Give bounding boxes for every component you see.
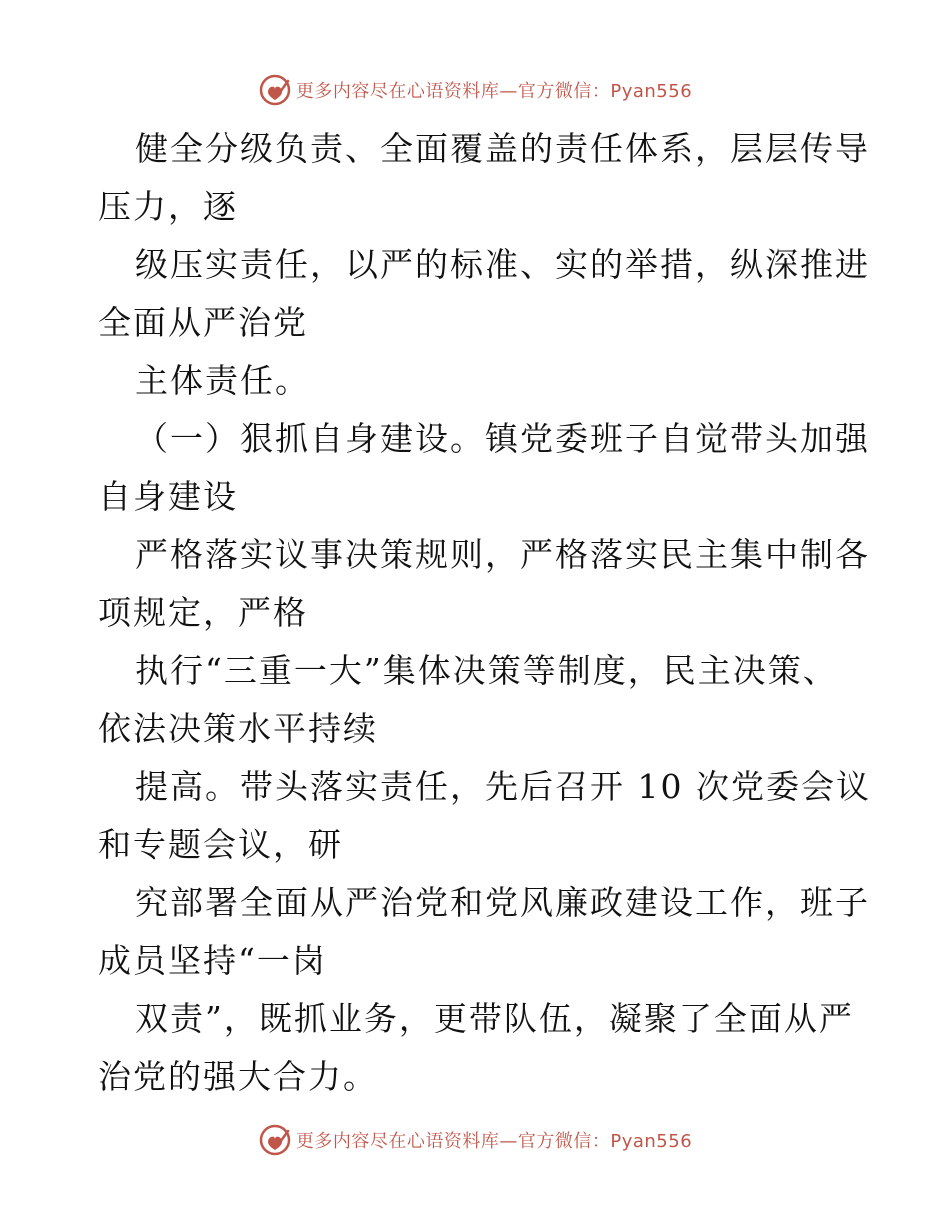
paragraph-line: 治党的强大合力。	[98, 1057, 378, 1096]
paragraph-8	[0, 874, 950, 990]
header-banner	[0, 70, 950, 110]
paragraph-3	[0, 352, 950, 410]
paragraph-6	[0, 642, 950, 758]
paragraph-line: 和专题会议，研	[98, 825, 343, 864]
paragraph-line: 压力，逐	[98, 187, 238, 226]
paragraph-2	[0, 236, 950, 352]
document-body	[0, 120, 950, 1106]
footer-banner-text: 更多内容尽在心语资料库—官方微信：Pyan556	[295, 1131, 693, 1152]
paragraph-line: 提高。带头落实责任，先后召开 10 次党委会议	[135, 767, 871, 806]
paragraph-line: 主体责任。	[135, 361, 310, 400]
paragraph-1	[0, 120, 950, 236]
paragraph-9	[0, 990, 950, 1106]
paragraph-7	[0, 758, 950, 874]
paragraph-line: 健全分级负责、全面覆盖的责任体系，层层传导	[135, 129, 870, 168]
footer-banner	[0, 1120, 950, 1160]
paragraph-line: 双责”，既抓业务，更带队伍，凝聚了全面从严	[135, 999, 854, 1038]
paragraph-5	[0, 526, 950, 642]
paragraph-4	[0, 410, 950, 526]
paragraph-line: 成员坚持“一岗	[98, 941, 327, 980]
paragraph-line: （一）狠抓自身建设。镇党委班子自觉带头加强	[135, 419, 870, 458]
heart-pen-logo-icon	[258, 73, 292, 107]
paragraph-line: 执行“三重一大”集体决策等制度，民主决策、	[135, 651, 838, 690]
paragraph-line: 自身建设	[98, 477, 238, 516]
paragraph-line: 项规定，严格	[98, 593, 308, 632]
paragraph-line: 级压实责任，以严的标准、实的举措，纵深推进	[135, 245, 870, 284]
paragraph-line: 依法决策水平持续	[98, 709, 378, 748]
paragraph-line: 究部署全面从严治党和党风廉政建设工作，班子	[135, 883, 870, 922]
heart-pen-logo-icon	[258, 1123, 292, 1157]
paragraph-line: 全面从严治党	[98, 303, 308, 342]
paragraph-line: 严格落实议事决策规则，严格落实民主集中制各	[135, 535, 870, 574]
header-banner-text: 更多内容尽在心语资料库—官方微信：Pyan556	[295, 81, 693, 102]
